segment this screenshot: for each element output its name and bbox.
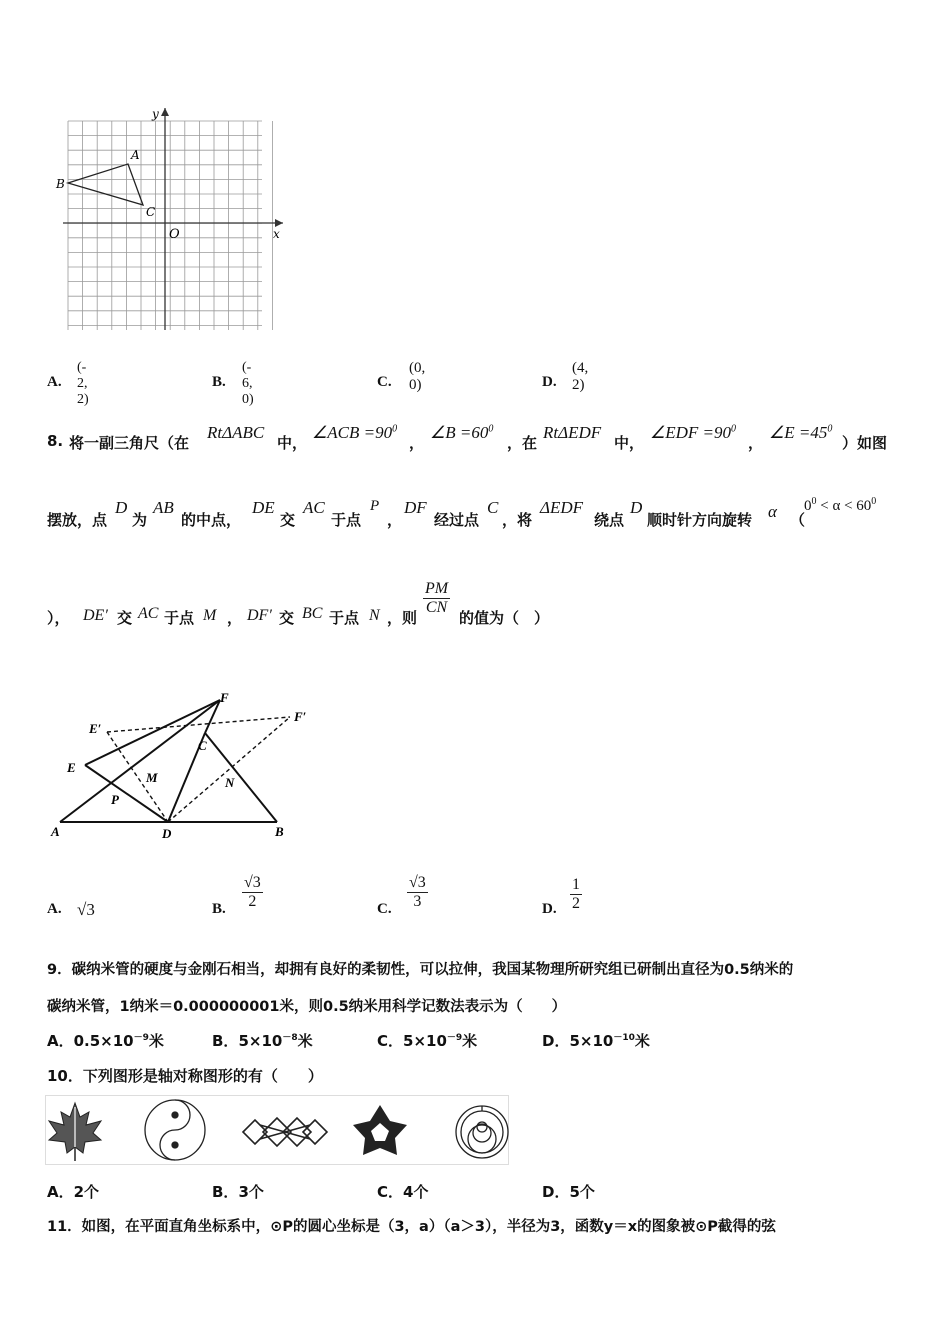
segment-d-fp [168,717,290,822]
knot-pattern-icon [243,1118,327,1146]
label-f: F [220,690,229,705]
maple-leaf-icon [49,1103,101,1161]
q9-option-c[interactable]: C．$5\times 10^{-9}$米 [377,1032,478,1050]
q10-options [47,1181,847,1203]
label-c: C [198,738,207,753]
label-p: P [111,792,119,807]
pentagon-star-icon [353,1105,407,1155]
point-c-label: C [146,205,156,219]
q7-options: A. (- 2, 2) B. (- 6, 0) C. (0, 0) D. (4, 2) [47,360,589,407]
label-a: A [51,824,60,839]
label-n: N [225,775,235,790]
q9-stem-line1: 9．碳纳米管的硬度与金刚石相当，却拥有良好的柔韧性，可以拉伸，我国某物理所研究组已研制出直径为0.5纳米的 [47,962,794,978]
point-a-label: A [131,148,140,162]
q8-stem-line3: ）， DE′ 交 AC 于点 M ， DF′ 交 BC 于点 N ，则 $\frac{PM}{CN}$ 的值为（ ） [47,580,550,627]
q7-coordinate-grid [55,100,295,340]
q11-stem: 11．如图，在平面直角坐标系中，⊙P的圆心坐标是（3，a）（a＞3），半径为3，函数y＝x的图象被⊙P截得的弦 [47,1219,776,1235]
label-m: M [146,770,158,785]
q9-stem-line2: 碳纳米管，1纳米＝0.000000001米，则0.5纳米用科学记数法表示为（ ） [47,999,567,1015]
q10-option-a[interactable]: A．2个 [47,1183,100,1201]
segment-cb [205,733,277,822]
q9-options [47,1030,847,1052]
q8-stem-line1: 8. 将一副三角尺（在 RtΔABC 中， ∠ACB $=90^0$ ， ∠B $=60^0$ ，在 RtΔEDF 中， ∠EDF $=90^0$ ， ∠E $=45^0$ ）如图 [47,423,888,452]
q10-figures-strip [45,1095,510,1165]
segment-ef [85,700,220,765]
y-axis-arrow-icon [161,108,169,116]
x-label: x [273,227,280,241]
q8-options: A. √3 B. $\frac{√3}{2}$ C. $\frac{√3}{3}$ D. $\frac{1}{2}$ [47,874,580,919]
label-e: E [67,760,76,775]
yin-yang-icon [145,1100,205,1160]
q9-option-d[interactable]: D．$5\times 10^{-10}$米 [542,1032,650,1050]
q10-option-d[interactable]: D．5个 [542,1183,595,1201]
nested-circles-icon [456,1106,508,1158]
y-label: y [152,107,159,121]
label-f-prime: F′ [294,709,307,724]
q8-triangle-figure [45,688,325,848]
label-e-prime: E′ [89,721,102,736]
triangle-abc [68,164,143,205]
label-b: B [275,824,284,839]
point-b-label: B [56,177,65,191]
origin-label: O [169,227,180,242]
q10-option-b[interactable]: B．3个 [212,1183,264,1201]
q9-option-a[interactable]: A．$0.5\times 10^{-9}$米 [47,1032,164,1050]
q8-fraction-pm-cn: $\frac{PM}{CN}$ [425,580,449,616]
label-d: D [162,826,172,841]
q9-option-b[interactable]: B．$5\times 10^{-8}$米 [212,1032,313,1050]
q10-option-c[interactable]: C．4个 [377,1183,429,1201]
x-axis-arrow-icon [275,219,283,227]
segment-ep-fp [107,717,290,732]
q8-stem-line2: 摆放，点 D 为 AB 的中点， DE 交 AC 于点 P ， DF 经过点 C ，将 ΔEDF 绕点 D 顺时针方向旋转 α （ $0^0 < \alpha < 60^0$ [47,496,877,529]
q10-stem: 10．下列图形是轴对称图形的有（ ） [47,1067,323,1085]
